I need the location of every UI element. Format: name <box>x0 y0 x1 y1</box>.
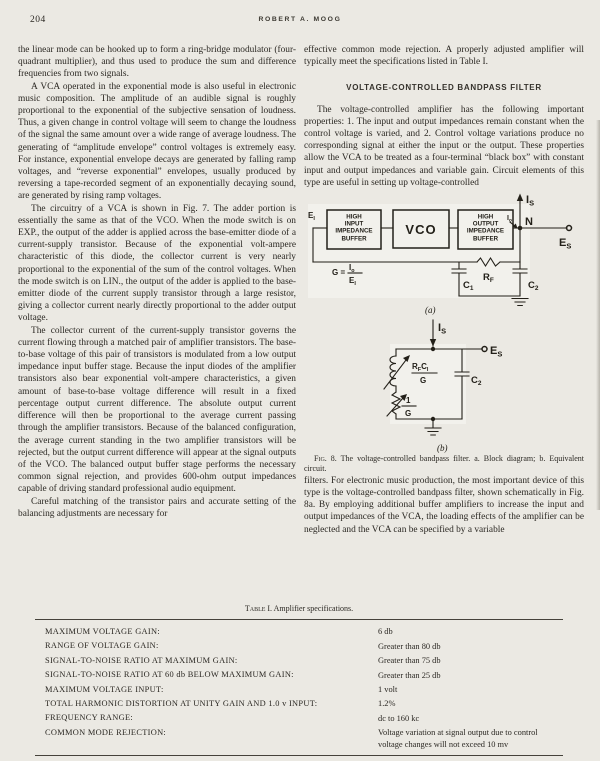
scan-shade <box>390 344 466 424</box>
capacitor-c2-label: $C_2$ <box>528 280 539 293</box>
spec-label: SIGNAL-TO-NOISE RATIO AT 60 db BELOW MAXIMUM GAIN: <box>45 670 294 680</box>
resistance-denominator: G <box>405 409 412 419</box>
spec-value: Greater than 80 db <box>378 641 441 651</box>
left-column <box>18 44 296 520</box>
capacitor-c2-label: $C_2$ <box>471 375 482 388</box>
table-row <box>35 639 563 653</box>
spec-label: FREQUENCY RANGE: <box>45 713 134 723</box>
signal-current-label: $I_S$ <box>526 194 535 208</box>
signal-current-label: $I_S$ <box>438 322 447 336</box>
table-row <box>35 726 563 751</box>
inductance-denominator: G <box>420 376 427 386</box>
block-diagram <box>308 194 572 316</box>
output-buffer-text: HIGH <box>477 213 494 221</box>
paragraph: filters. For electronic music production, the most important device of this type is the voltage-controlled bandpass filter, shown schematically in Fig. 8a. By employing additional buffer amplifiers to increase the input and output impedances of the VCA, the loading effects of the amplifier can be neglected and the VCA can be specified by a variable <box>304 475 584 535</box>
output-buffer-text: IMPEDANCE <box>466 227 505 235</box>
spec-value: dc to 160 kc <box>378 713 420 723</box>
table-row <box>35 711 563 725</box>
section-heading: VOLTAGE-CONTROLLED BANDPASS FILTER <box>346 83 542 93</box>
resistance-numerator: 1 <box>406 396 411 406</box>
paragraph: The voltage-controlled amplifier has the following important properties: 1. The input and output impedances remain constant when the control voltage is varied, and 2. Control voltage variations produce no corresponding signal at either the input or the output. These properties allow the VCA to be treated as a four-terminal “black box” with constant input and output impedances and variable gain. Circuit elements of this type are useful in setting up voltage-controlled <box>304 104 584 188</box>
figure-caption-label: Fig. 8. <box>314 454 337 464</box>
running-head: ROBERT A. MOOG <box>258 16 342 23</box>
page-number: 204 <box>30 15 46 25</box>
scan-shade <box>308 204 530 298</box>
spec-label: TOTAL HARMONIC DISTORTION AT UNITY GAIN AND 1.0 v INPUT: <box>45 699 318 709</box>
input-buffer-text: HIGH <box>346 213 362 221</box>
spec-label: COMMON MODE REJECTION: <box>45 727 167 737</box>
output-terminal <box>567 226 572 231</box>
feedback-resistor-label: $R_F$ <box>483 272 494 285</box>
equivalent-circuit <box>384 320 502 453</box>
spec-label: SIGNAL-TO-NOISE RATIO AT MAXIMUM GAIN: <box>45 655 238 665</box>
input-buffer-text: INPUT <box>344 220 364 228</box>
paragraph: The circuitry of a VCA is shown in Fig. 7. The adder portion is essentially the same as that of the VCO. When the mode switch is on EXP., the output of the adder is applied across the base-emitter diode of a current-supply transistor. Because of the exponential volt-ampere characteristic of this diode, the collector current is very nearly proportional to the exponential of the sum of the control voltages. When the mode switch is on LIN., the output of the adder is applied to the base-emitter diode of the current supply transistor through a large resistor, giving a collector current nearly directly proportional to the adder output voltage. <box>18 203 296 324</box>
node-dot <box>431 347 435 351</box>
table-rows <box>35 620 563 755</box>
table-amplifier-specifications <box>35 604 563 756</box>
gain-numerator: $I_o$ <box>349 263 355 275</box>
table-caption <box>35 604 563 613</box>
vco-text: VCO <box>405 222 437 238</box>
figure-8-circuit-diagram <box>304 192 588 454</box>
table-row <box>35 625 563 639</box>
right-column <box>304 44 584 536</box>
paragraph: A VCA operated in the exponential mode is also useful in electronic music composition. The amplitude of an audible signal is roughly proportional to the exponential of the subjective sensation of loudness. Thus, a given change in control voltage will seem to change the loudness of the signal the same amount over a wide range of average loudness. The generating of “amplitude envelope” control voltages is extremely easy. For instance, exponential envelope decays are generated by falling ramp voltages, and “reverse exponential” envelopes, usually produced by reversing a tape-recorded segment of an exponentially decaying sound, are generated by rising ramp voltages. <box>18 81 296 202</box>
table-caption-label: Table I. <box>244 604 273 613</box>
scan-edge-shadow <box>596 120 600 510</box>
table-row <box>35 697 563 711</box>
paragraph: effective common mode rejection. A properly adjusted amplifier will typically meet the specifications listed in Table I. <box>304 45 584 68</box>
spec-value: 1 volt <box>378 685 398 695</box>
paragraph: The collector current of the current-supply transistor governs the current flowing through a matched pair of amplifier transistors. The base-to-base voltage of this pair of transistors is modulated from a low output impedance input buffer stage. Because the input diodes of the amplifier transistors also bear exponential volt-ampere characteristics, a given amount of base-to-base voltage difference will result in a fixed percentage output current difference. The absolute output current difference will then be proportional to the average current passing through the amplifier transistors. Because of the balanced configuration, the average current standing in the two amplifier transistors will be rejected, but the output current difference will appear at the signal outputs of the VCO. The balanced output buffer stage performs the necessary common signal rejection, and provides 600-ohm output impedances capable of driving standard professional audio equipment. <box>18 325 296 495</box>
spec-value: 6 db <box>378 627 393 637</box>
spec-value: 1.2% <box>378 699 396 709</box>
output-voltage-label: $E_S$ <box>559 237 572 251</box>
spec-value: Greater than 75 db <box>378 656 441 666</box>
output-buffer-text: OUTPUT <box>472 220 499 228</box>
gain-denominator: $E_I$ <box>349 276 356 288</box>
spec-value: Voltage variation at signal output due to control voltage changes will not exceed 10 mv <box>378 728 538 749</box>
table-row <box>35 668 563 682</box>
spec-label: MAXIMUM VOLTAGE GAIN: <box>45 627 160 636</box>
spec-value: Greater than 25 db <box>378 670 441 680</box>
up-arrowhead-icon <box>517 194 523 202</box>
table-row <box>35 683 563 697</box>
table-bottom-rule <box>35 755 563 756</box>
gain-equation-lhs: G = <box>332 268 346 278</box>
input-voltage-label: $E_I$ <box>308 211 315 223</box>
input-buffer-text: IMPEDANCE <box>335 227 373 235</box>
subfigure-a-label: (a) <box>425 305 436 316</box>
spec-label: RANGE OF VOLTAGE GAIN: <box>45 641 159 651</box>
ground-icon <box>512 299 528 306</box>
table-caption-text: Amplifier specifications. <box>273 604 354 613</box>
output-current-label: $I_o$ <box>507 215 512 224</box>
subfigure-b-label: (b) <box>437 443 448 454</box>
output-buffer-text: BUFFER <box>472 235 499 243</box>
input-buffer-text: BUFFER <box>341 235 367 243</box>
output-voltage-label: $E_S$ <box>490 345 503 359</box>
spec-label: MAXIMUM VOLTAGE INPUT: <box>45 684 164 694</box>
figure-caption <box>304 454 584 475</box>
node-label: N <box>525 216 533 229</box>
table-row <box>35 654 563 668</box>
capacitor-c1-label: $C_1$ <box>463 280 474 293</box>
paragraph: the linear mode can be hooked up to form a ring-bridge modulator (four-quadrant multiplier), and thus used to produce the sum and difference frequencies from two signals. <box>18 45 296 80</box>
figure-caption-text: The voltage-controlled bandpass filter. a. Block diagram; b. Equivalent circuit. <box>304 454 585 474</box>
inductance-numerator: $R_FC_I$ <box>412 362 429 374</box>
output-terminal <box>482 347 487 352</box>
paragraph: Careful matching of the transistor pairs and accurate setting of the balancing adjustments are necessary for <box>18 496 296 519</box>
